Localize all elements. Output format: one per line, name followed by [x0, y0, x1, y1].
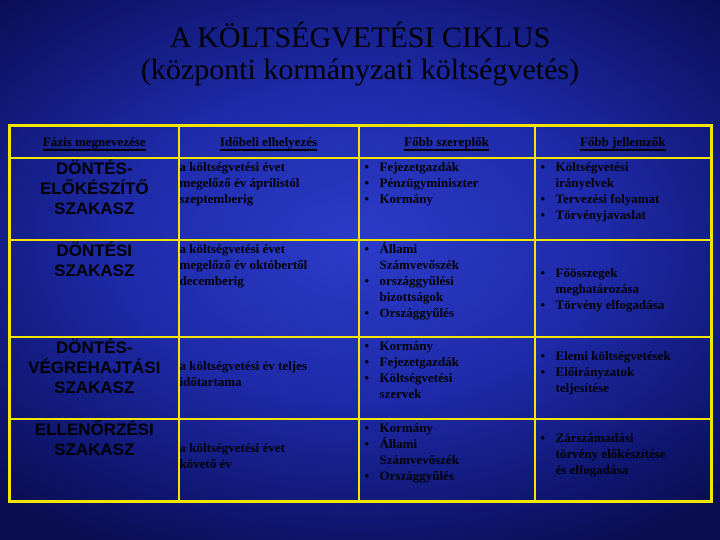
list-item: • Költségvetési irányelvek: [536, 159, 711, 191]
timing-cell: a költségvetési évet megelőző év októbertől decemberig: [179, 240, 359, 337]
list-item: • Költségvetési szervek: [360, 370, 534, 402]
list-item: • Pénzügyminiszter: [360, 175, 534, 191]
title-line-2: (központi kormányzati költségvetés): [140, 53, 580, 86]
list-item: • Állami Számvevőszék: [360, 241, 534, 273]
table-row: [10, 337, 712, 419]
actors-cell: [359, 240, 535, 337]
slide-title: [0, 22, 720, 86]
list-item: • Kormány: [360, 420, 534, 436]
list-item: • Fejezetgazdák: [360, 354, 534, 370]
features-cell: [535, 419, 712, 501]
table-row: [10, 419, 712, 501]
budget-cycle-table: [8, 124, 713, 503]
features-cell: [535, 240, 712, 337]
header-features: Főbb jellemzők: [535, 126, 712, 159]
title-line-1: A KÖLTSÉGVETÉSI CIKLUS: [169, 21, 551, 54]
header-actors: Főbb szereplők: [359, 126, 535, 159]
header-phase: Fázis megnevezése: [10, 126, 179, 159]
list-item: • Állami Számvevőszék: [360, 436, 534, 468]
features-cell: [535, 158, 712, 240]
list-item: • Országgyűlés: [360, 305, 534, 321]
actors-cell: [359, 158, 535, 240]
list-item: • Kormány: [360, 191, 534, 207]
phase-cell: DÖNTÉS- VÉGREHAJTÁSI SZAKASZ: [10, 337, 179, 419]
features-cell: [535, 337, 712, 419]
actors-cell: [359, 419, 535, 501]
phase-cell: DÖNTÉSI SZAKASZ: [10, 240, 179, 337]
table-header-row: [10, 126, 712, 159]
list-item: • Fejezetgazdák: [360, 159, 534, 175]
list-item: • Kormány: [360, 338, 534, 354]
timing-cell: a költségvetési évet megelőző év áprilistól szeptemberig: [179, 158, 359, 240]
phase-cell: DÖNTÉS- ELŐKÉSZÍTŐ SZAKASZ: [10, 158, 179, 240]
list-item: • Törvényjavaslat: [536, 207, 711, 223]
list-item: • Elemi költségvetések: [536, 348, 711, 364]
list-item: • országgyűlési bizottságok: [360, 273, 534, 305]
timing-cell: a költségvetési év teljes időtartama: [179, 337, 359, 419]
list-item: • Törvény elfogadása: [536, 297, 711, 313]
table-row: [10, 158, 712, 240]
table-row: [10, 240, 712, 337]
list-item: • Főösszegek meghatározása: [536, 265, 711, 297]
timing-cell: a költségvetési évet követő év: [179, 419, 359, 501]
list-item: • Előirányzatok teljesítése: [536, 364, 711, 396]
actors-cell: [359, 337, 535, 419]
list-item: • Országgyűlés: [360, 468, 534, 484]
list-item: • Zárszámadási törvény előkészítése és elfogadása: [536, 430, 711, 478]
phase-cell: ELLENŐRZÉSI SZAKASZ: [10, 419, 179, 501]
header-timing: Időbeli elhelyezés: [179, 126, 359, 159]
list-item: • Tervezési folyamat: [536, 191, 711, 207]
